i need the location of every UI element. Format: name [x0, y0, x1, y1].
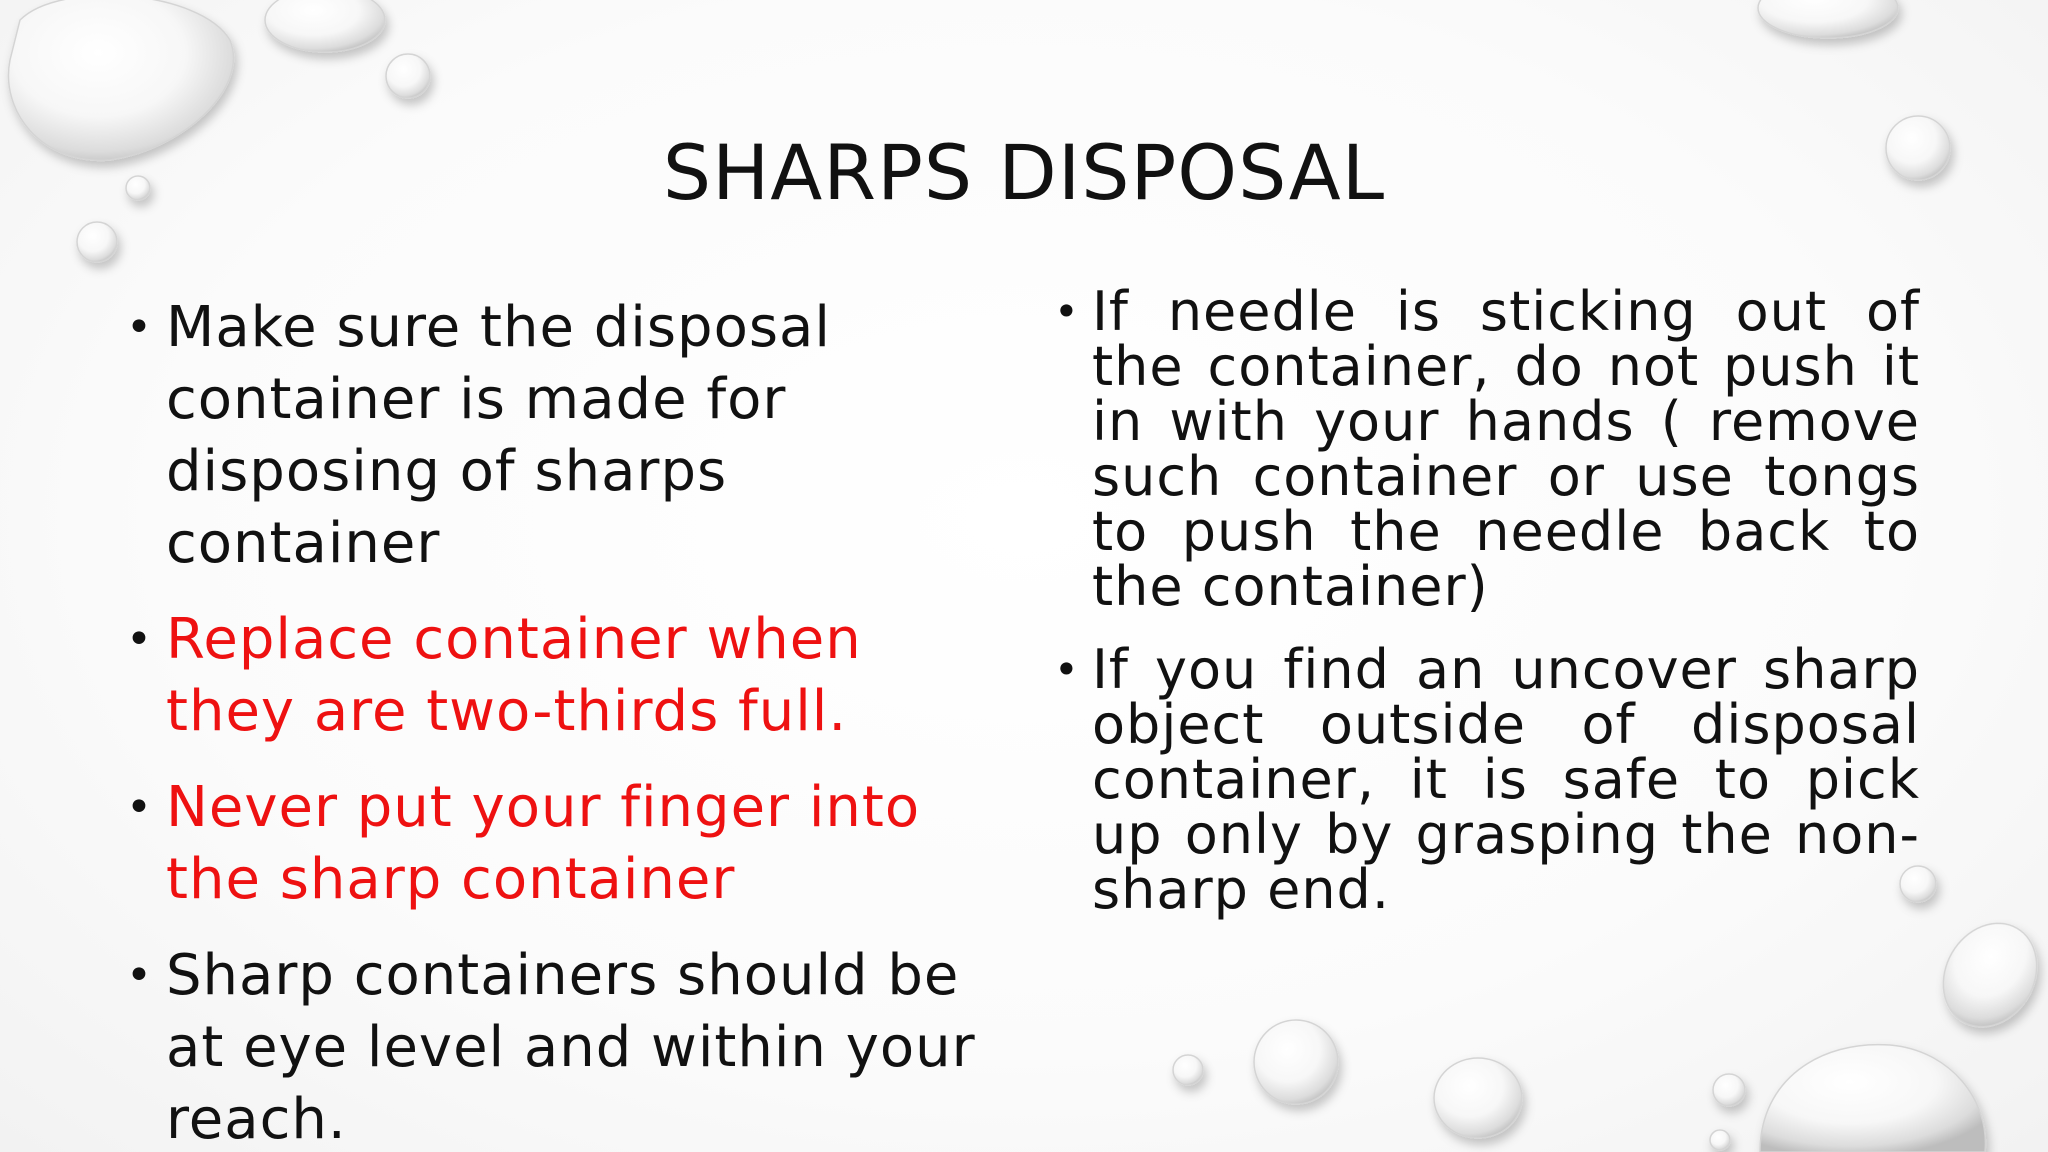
droplet-icon — [1758, 0, 1898, 38]
bullet-never-put-finger: • Never put your finger into the sharp container — [120, 772, 980, 916]
bullet-needle-sticking-out: • If needle is sticking out of the container, do not push it in with your hands ( remove such container or use tongs to push the needle back to the container) — [1050, 284, 1920, 614]
bullet-eye-level: • Sharp containers should be at eye level and within your reach. — [120, 940, 980, 1152]
droplet-icon — [77, 222, 117, 262]
droplet-icon — [1760, 1045, 1985, 1152]
bullet-uncovered-sharp-object: • If you find an uncover sharp object outside of disposal container, it is safe to pick up only by grasping the non-sharp end. — [1050, 642, 1920, 917]
right-bullet-list — [1050, 280, 1920, 945]
droplet-icon — [265, 0, 385, 52]
droplet-icon — [386, 54, 430, 98]
droplet-icon — [1713, 1074, 1745, 1106]
bullet-replace-two-thirds-full: • Replace container when they are two-thirds full. — [120, 604, 980, 748]
droplet-icon — [1254, 1020, 1338, 1104]
slide-title: SHARPS DISPOSAL — [662, 128, 1386, 217]
bullet-container-made-for-sharps: • Make sure the disposal container is made for disposing of sharps container — [120, 292, 980, 580]
droplet-icon — [1434, 1058, 1522, 1138]
droplet-icon — [1925, 906, 2048, 1044]
droplet-icon — [1710, 1130, 1730, 1150]
left-bullet-list — [120, 292, 980, 1152]
droplet-icon — [1173, 1055, 1203, 1085]
